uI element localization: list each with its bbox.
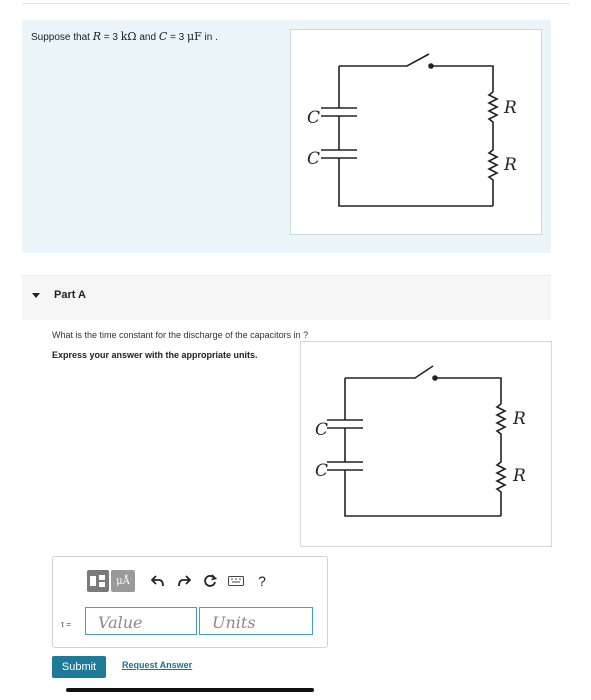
reset-icon — [203, 574, 217, 588]
keyboard-icon — [228, 576, 244, 586]
resistor-label-top: R — [504, 98, 517, 118]
switch-contact — [429, 64, 433, 68]
capacitor-label-top: C — [307, 108, 321, 128]
circuit-figure-part-a — [300, 341, 552, 547]
resistor-branch-wire — [489, 92, 497, 206]
redo-icon — [177, 575, 191, 587]
switch-wire — [339, 54, 493, 92]
home-indicator[interactable] — [66, 688, 314, 692]
template-button[interactable] — [87, 570, 109, 592]
keyboard-button[interactable] — [223, 570, 249, 592]
intro-and: and — [136, 32, 159, 43]
help-button[interactable]: ? — [258, 573, 266, 589]
resistor-label-bottom: R — [513, 466, 526, 486]
caret-down-icon[interactable] — [32, 293, 40, 298]
resistor-branch-wire — [497, 404, 505, 516]
undo-icon — [151, 575, 165, 587]
units-button[interactable]: μÅ — [111, 570, 135, 592]
switch-contact — [433, 376, 437, 380]
problem-statement — [31, 30, 218, 43]
resistance-unit: kΩ — [120, 30, 137, 43]
capacitor-branch-wire — [327, 378, 501, 516]
time-constant-label: τ = — [61, 620, 72, 629]
units-input[interactable]: Units — [199, 607, 313, 635]
reset-button[interactable] — [197, 570, 223, 592]
capacitor-label-bottom: C — [307, 149, 321, 169]
intro-prefix: Suppose that — [31, 32, 93, 43]
top-divider — [22, 3, 570, 4]
capacitor-label-bottom: C — [315, 461, 329, 481]
circuit-diagram — [291, 30, 541, 234]
request-answer-link[interactable]: Request Answer — [122, 660, 193, 670]
capacitance-symbol: C — [158, 30, 168, 43]
part-title: Part A — [54, 289, 86, 301]
resistor-label-top: R — [513, 409, 526, 429]
problem-intro-panel — [22, 20, 551, 253]
fraction-template-icon — [89, 574, 107, 588]
value-input[interactable]: Value — [85, 607, 197, 635]
submit-button[interactable]: Submit — [52, 656, 106, 678]
capacitor-label-top: C — [315, 420, 329, 440]
resistance-symbol: R — [92, 30, 102, 43]
switch-wire — [345, 366, 501, 404]
instruction-text: Express your answer with the appropriate units. — [52, 350, 258, 360]
answer-panel — [52, 556, 328, 648]
question-text: What is the time constant for the discharge of the capacitors in ? — [52, 330, 309, 340]
part-a-header[interactable] — [22, 275, 551, 320]
undo-button[interactable] — [145, 570, 171, 592]
redo-button[interactable] — [171, 570, 197, 592]
circuit-diagram — [301, 342, 551, 546]
resistance-value: = 3 — [101, 32, 121, 43]
capacitance-unit: μF — [186, 30, 202, 43]
capacitance-value: = 3 — [167, 32, 187, 43]
resistor-label-bottom: R — [504, 155, 517, 175]
intro-suffix: in . — [201, 32, 218, 43]
math-toolbar — [87, 570, 275, 592]
circuit-figure-intro — [290, 29, 542, 235]
capacitor-branch-wire — [321, 66, 493, 206]
